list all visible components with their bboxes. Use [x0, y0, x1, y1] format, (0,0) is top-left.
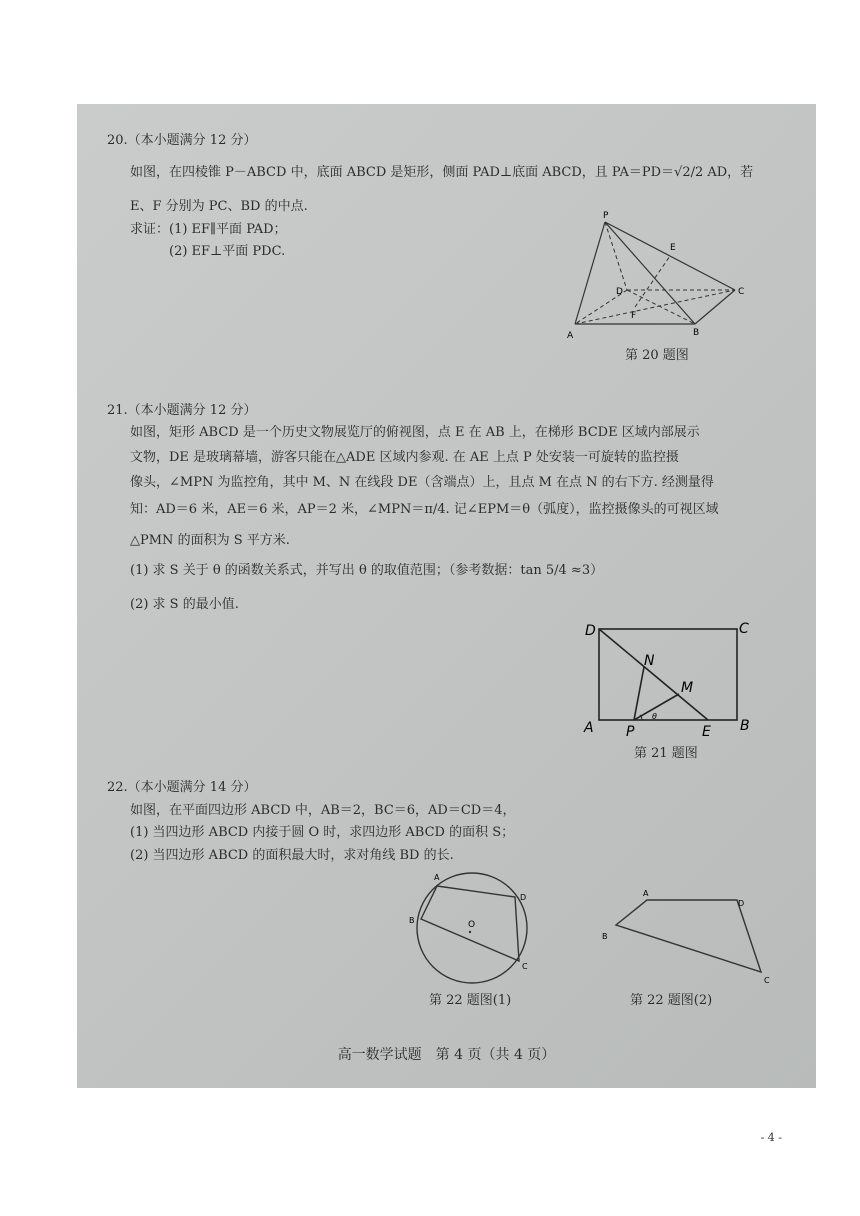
q22-fig1-label-o: O — [468, 920, 476, 930]
q22-line-1: 如图，在平面四边形 ABCD 中，AB＝2，BC＝6，AD＝CD＝4， — [130, 803, 516, 818]
q22-cyclic-quad-figure — [402, 866, 542, 996]
q21-label-c: C — [739, 621, 749, 637]
q21-label-m: M — [681, 680, 694, 696]
q20-label-p: P — [603, 211, 609, 221]
q21-line-1: 如图，矩形 ABCD 是一个历史文物展览厅的俯视图，点 E 在 AB 上，在梯形 BCDE 区域内部展示 — [130, 425, 700, 440]
q21-label-e: E — [702, 724, 711, 740]
q21-caption: 第 21 题图 — [634, 746, 698, 761]
q22-fig2-label-a: A — [643, 889, 649, 898]
q21-line-3: 像头，∠MPN 为监控角，其中 M、N 在线段 DE（含端点）上，且点 M 在点 N 的右下方. 经测量得 — [130, 475, 714, 490]
q21-line-4: 知：AD＝6 米，AE＝6 米，AP＝2 米，∠MPN＝π/4. 记∠EPM＝θ（弧度），监控摄像头的可视区域 — [130, 502, 719, 517]
q21-line-2: 文物，DE 是玻璃幕墙，游客只能在△ADE 区域内参观. 在 AE 上点 P 处安装一可旋转的监控摄 — [130, 450, 679, 465]
q20-line-4: (2) EF⊥平面 PDC. — [169, 244, 286, 259]
q21-label-n: N — [644, 653, 655, 669]
q22-quad-figure — [597, 882, 772, 987]
q21-line-6: (1) 求 S 关于 θ 的函数关系式，并写出 θ 的取值范围；（参考数据：tan 5/4 ≈3） — [130, 563, 604, 578]
q22-heading: 22.（本小题满分 14 分） — [107, 780, 257, 795]
q21-label-a: A — [584, 720, 594, 736]
q20-line-1: 如图，在四棱锥 P－ABCD 中，底面 ABCD 是矩形，侧面 PAD⊥底面 ABCD，且 PA＝PD＝√2/2 AD，若 — [130, 165, 754, 180]
q22-fig1-label-c: C — [522, 962, 528, 971]
q21-line-7: (2) 求 S 的最小值. — [130, 597, 239, 612]
q22-fig2-label-b: B — [602, 932, 608, 941]
q20-caption: 第 20 题图 — [625, 348, 689, 363]
q22-caption-1: 第 22 题图(1) — [429, 993, 512, 1008]
q21-label-theta: θ — [652, 712, 657, 721]
q20-label-a: A — [567, 331, 574, 341]
page-number: - 4 - — [760, 1131, 782, 1144]
q22-caption-2: 第 22 题图(2) — [630, 993, 713, 1008]
q22-line-3: (2) 当四边形 ABCD 的面积最大时，求对角线 BD 的长. — [130, 848, 454, 863]
q22-fig2-label-d: D — [738, 899, 745, 908]
q20-label-f: F — [631, 311, 637, 321]
q20-pyramid-figure — [567, 204, 757, 344]
q21-label-d: D — [585, 623, 596, 639]
q21-label-p: P — [626, 724, 635, 740]
q21-label-b: B — [740, 718, 750, 734]
q20-heading: 20.（本小题满分 12 分） — [107, 133, 257, 148]
q21-line-5: △PMN 的面积为 S 平方米. — [130, 533, 290, 548]
exam-footer: 高一数学试题 第 4 页（共 4 页） — [337, 1047, 556, 1063]
q20-line-3: 求证：(1) EF∥平面 PAD； — [130, 222, 287, 237]
q21-heading: 21.（本小题满分 12 分） — [107, 403, 257, 418]
q20-label-e: E — [670, 243, 676, 253]
q20-label-b: B — [693, 328, 700, 338]
q22-fig1-label-d: D — [520, 893, 527, 902]
q21-rectangle-figure — [582, 616, 762, 741]
q20-label-d: D — [616, 287, 623, 297]
q22-line-2: (1) 当四边形 ABCD 内接于圆 O 时，求四边形 ABCD 的面积 S； — [130, 825, 515, 840]
q22-fig2-label-c: C — [764, 976, 770, 985]
q20-line-2: E、F 分别为 PC、BD 的中点. — [130, 199, 308, 214]
exam-page-photo — [77, 104, 816, 1088]
q22-fig1-label-a: A — [434, 873, 440, 882]
q20-label-c: C — [738, 287, 745, 297]
q22-fig1-label-b: B — [409, 916, 415, 925]
